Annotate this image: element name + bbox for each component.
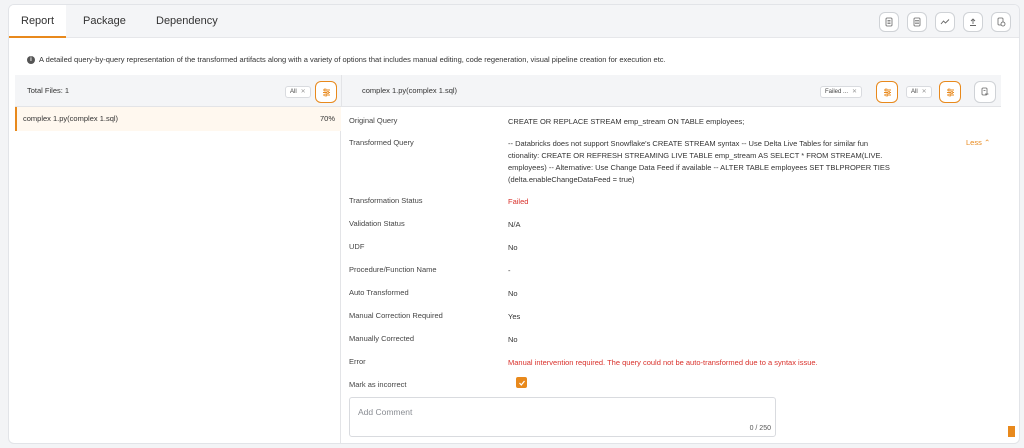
validation-status-value: N/A [508,220,521,229]
auto-transformed-label: Auto Transformed [349,288,409,297]
total-files-label: Total Files: 1 [27,86,70,95]
files-list [15,107,341,444]
close-icon[interactable]: ✕ [300,89,306,95]
status-filter-button[interactable] [876,81,898,103]
error-label: Error [349,357,366,366]
original-query-value: CREATE OR REPLACE STREAM emp_stream ON TABLE employees; [508,117,745,126]
comment-input[interactable] [349,397,776,437]
tab-dependency[interactable]: Dependency [156,15,218,27]
info-banner [27,55,666,64]
udf-value: No [508,243,518,252]
original-query-label: Original Query [349,116,398,125]
chevron-up-icon: ⌃ [983,138,991,147]
file-name: complex 1.py(complex 1.sql) [23,114,119,123]
udf-label: UDF [349,242,365,251]
refresh-document-icon[interactable] [991,12,1011,32]
info-icon: i [27,56,35,64]
sliders-icon [882,87,893,98]
query-panel-header [341,75,1001,107]
close-icon[interactable]: ✕ [852,89,858,95]
upload-icon[interactable] [963,12,983,32]
transformation-status-value: Failed [508,197,529,206]
manually-corrected-value: No [508,335,518,344]
transformation-status-label: Transformation Status [349,196,423,205]
validation-status-label: Validation Status [349,219,405,228]
procedure-name-label: Procedure/Function Name [349,265,437,274]
auto-transformed-value: No [508,289,518,298]
procedure-name-value: - [508,266,511,275]
error-value: Manual intervention required. The query could not be auto-transformed due to a syntax issue. [508,358,818,367]
manual-correction-required-label: Manual Correction Required [349,311,443,320]
mark-incorrect-label: Mark as incorrect [349,380,407,389]
query-filter-button[interactable] [939,81,961,103]
comment-counter: 0 / 250 [749,425,771,432]
file-percent: 70% [319,114,335,123]
list-item[interactable] [15,107,341,131]
query-details [341,107,1001,444]
less-toggle[interactable] [966,138,990,147]
scrollbar-thumb[interactable] [1008,426,1015,437]
query-filter-chip[interactable] [906,86,932,98]
tab-package[interactable]: Package [83,15,126,27]
files-filter-button[interactable] [315,81,337,103]
sliders-icon [321,87,332,98]
checkmark-icon [518,379,526,387]
query-filter-chip-label: All [911,89,918,95]
info-text: A detailed query-by-query representation of the transformed artifacts along with a variety of options that includes manual editing, code regeneration, visual pipeline creation for execution etc. [39,55,666,64]
sliders-icon [945,87,956,98]
document-export-icon [980,87,990,97]
tab-report[interactable]: Report [9,5,66,38]
report-window [8,4,1020,444]
close-icon[interactable]: ✕ [921,89,927,95]
file-filter-chip-label: All [290,89,297,95]
file-filter-chip[interactable] [285,86,311,98]
transformed-query-value: -- Databricks does not support Snowflake's CREATE STREAM syntax -- Use Delta Live Tables for similar fun ctionality: CREATE OR REFRESH STREAMING LIVE TABLE emp_stream AS SELECT * FROM STREAM(LIVE. employees) -- Alternative: Use Change Data Feed if available -- ALTER TABLE employees SET TBLPROPER TIES (delta.enableChangeDataFeed = true) [508,139,890,184]
manual-correction-required-value: Yes [508,312,521,321]
transformed-query-label: Transformed Query [349,138,414,147]
trend-line-icon[interactable] [935,12,955,32]
export-button[interactable] [974,81,996,103]
mark-incorrect-checkbox[interactable] [516,377,527,388]
top-tab-bar [9,5,1020,38]
status-filter-chip[interactable] [820,86,862,98]
status-filter-chip-label: Failed ... [825,89,849,95]
manually-corrected-label: Manually Corrected [349,334,415,343]
query-file-title: complex 1.py(complex 1.sql) [362,86,458,95]
comment-placeholder: Add Comment [358,407,413,417]
less-label: Less [966,138,982,147]
document-grid-icon[interactable] [907,12,927,32]
document-list-icon[interactable] [879,12,899,32]
files-panel-header [15,75,341,107]
